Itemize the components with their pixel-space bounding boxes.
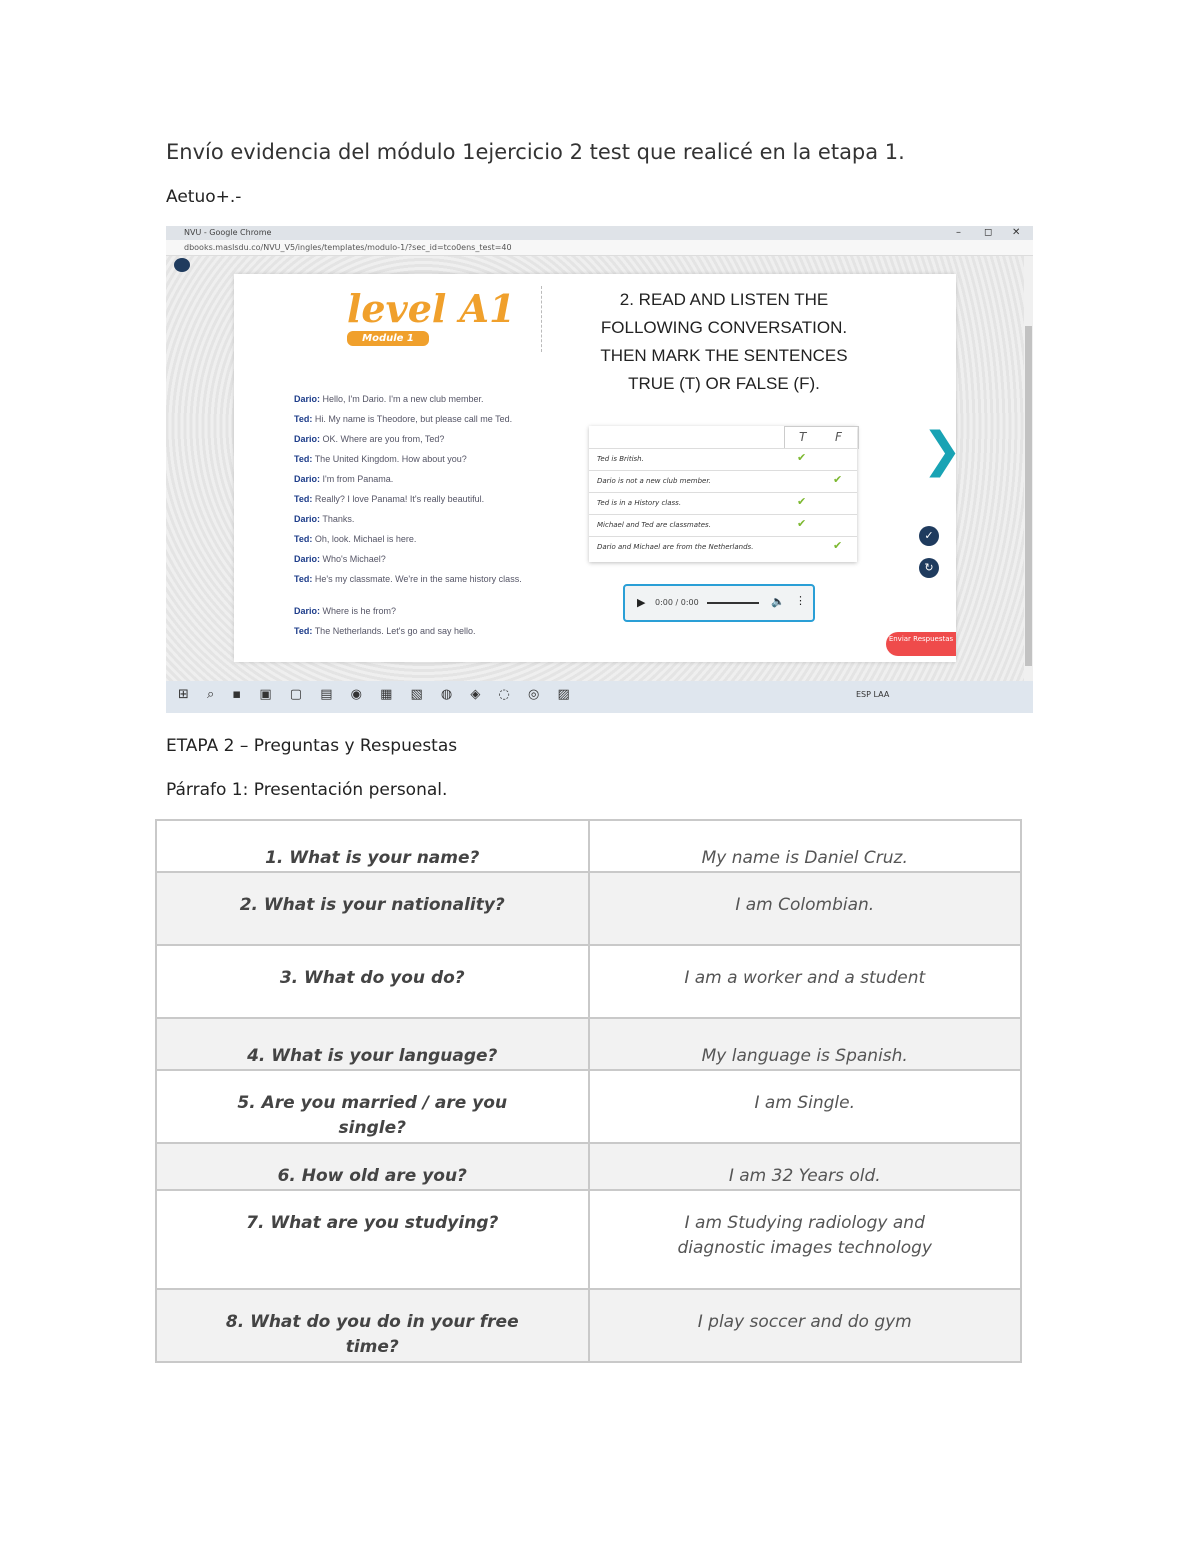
table-row [156,1018,1021,1070]
instruction-line: THEN MARK THE SENTENCES [600,346,848,365]
question-cell: 6. How old are you? [156,1143,589,1190]
question-cell: 2. What is your nationality? [156,872,589,945]
conversation-line: Dario: Thanks. [294,514,355,524]
menu-icon[interactable] [174,258,190,272]
conversation-line: Dario: Hello, I'm Dario. I'm a new club member. [294,394,484,404]
check-icon[interactable]: ✓ [919,526,939,546]
instruction-line: 2. READ AND LISTEN THE [619,290,829,309]
instruction-line: FOLLOWING CONVERSATION. [600,318,848,337]
table-row [156,1070,1021,1143]
scrollbar[interactable] [1024,256,1033,681]
answer-cell: I play soccer and do gym [589,1289,1022,1362]
conversation-line: Dario: OK. Where are you from, Ted? [294,434,445,444]
check-mark-icon[interactable]: ✔ [833,473,843,486]
scrollbar-thumb[interactable] [1025,326,1032,666]
close-icon[interactable]: ✕ [1012,227,1021,238]
tf-row [589,470,857,492]
tf-statement: Ted is British. [597,455,644,463]
conversation-line: Dario: Where is he from? [294,606,397,616]
false-header: F [835,430,842,444]
table-row [156,1190,1021,1289]
table-row [156,1143,1021,1190]
conversation-line: Ted: Oh, look. Michael is here. [294,534,417,544]
question-cell: 8. What do you do in your free time? [156,1289,589,1362]
table-row [156,945,1021,1018]
answer-cell: My language is Spanish. [589,1018,1022,1070]
taskbar [166,681,1033,713]
taskbar-icons[interactable]: ⊞ ⌕ ▪ ▣ ▢ ▤ ◉ ▦ ▧ ◍ ◈ ◌ ◎ ▨ [178,687,577,702]
paragraph-title: Párrafo 1: Presentación personal. [166,780,448,800]
answer-cell: My name is Daniel Cruz. [589,820,1022,872]
instruction-line: TRUE (T) OR FALSE (F). [628,374,820,393]
play-icon[interactable]: ▶ [637,596,646,609]
tf-statement: Michael and Ted are classmates. [597,521,711,529]
reload-icon[interactable]: ↻ [919,558,939,578]
tf-row [589,536,857,558]
conversation-line: Ted: The United Kingdom. How about you? [294,454,467,464]
true-header: T [799,430,807,444]
table-row [156,1289,1021,1362]
question-cell: 4. What is your language? [156,1018,589,1070]
check-mark-icon[interactable]: ✔ [797,451,807,464]
answer-cell: I am 32 Years old. [589,1143,1022,1190]
browser-title-bar [166,226,1033,240]
tf-row [589,492,857,514]
divider [541,286,542,352]
check-mark-icon[interactable]: ✔ [833,539,843,552]
tf-header [784,426,859,449]
tf-row [589,514,857,536]
answer-cell: I am Studying radiology and diagnostic images technology [589,1190,1022,1289]
audio-time: 0:00 / 0:00 [655,598,699,607]
tf-statement: Ted is in a History class. [597,499,682,507]
check-mark-icon[interactable]: ✔ [797,495,807,508]
url-text: dbooks.maslsdu.co/NVU_V5/ingles/templates/modulo-1/?sec_id=tco0ens_test=40 [184,243,512,252]
conversation [294,394,544,646]
window-title: NVU - Google Chrome [184,228,272,237]
check-mark-icon[interactable]: ✔ [797,517,807,530]
answer-cell: I am Colombian. [589,872,1022,945]
minimize-icon[interactable]: – [956,227,961,238]
question-cell: 3. What do you do? [156,945,589,1018]
question-cell: 5. Are you married / are you single? [156,1070,589,1143]
system-tray: ESP LAA [856,690,890,699]
question-cell: 7. What are you studying? [156,1190,589,1289]
exercise-card [234,274,963,662]
more-options-icon[interactable]: ⋮ [795,594,806,607]
conversation-line: Ted: He's my classmate. We're in the same history class. [294,574,522,584]
tf-statement: Dario is not a new club member. [597,477,711,485]
instruction-text [574,286,874,398]
answer-cell: I am Single. [589,1070,1022,1143]
volume-icon[interactable]: 🔈 [771,595,785,608]
conversation-line: Ted: The Netherlands. Let's go and say hello. [294,626,476,636]
question-cell: 1. What is your name? [156,820,589,872]
tf-row [589,448,857,470]
subtitle: Aetuo+.- [166,187,242,207]
table-row [156,872,1021,945]
address-bar[interactable] [166,240,1033,256]
intro-text: Envío evidencia del módulo 1ejercicio 2 test que realicé en la etapa 1. [166,140,905,164]
audio-player[interactable] [623,584,815,622]
answer-cell: I am a worker and a student [589,945,1022,1018]
true-false-table [589,426,857,562]
level-logo: level A1 [347,286,516,331]
table-row [156,820,1021,872]
embedded-screenshot [166,226,1033,713]
conversation-line: Ted: Hi. My name is Theodore, but please call me Ted. [294,414,513,424]
section-title: ETAPA 2 – Preguntas y Respuestas [166,736,458,756]
tf-statement: Dario and Michael are from the Netherlands. [597,543,754,551]
conversation-line: Ted: Really? I love Panama! It's really beautiful. [294,494,485,504]
send-answers-button[interactable]: Enviar Respuestas [886,632,956,656]
conversation-line: Dario: Who's Michael? [294,554,386,564]
next-arrow-icon[interactable]: ❯ [922,422,963,478]
module-badge: Module 1 [347,331,429,346]
maximize-icon[interactable]: ◻ [984,227,993,238]
conversation-line: Dario: I'm from Panama. [294,474,394,484]
qa-table [155,819,1022,1363]
audio-progress[interactable] [707,602,759,604]
